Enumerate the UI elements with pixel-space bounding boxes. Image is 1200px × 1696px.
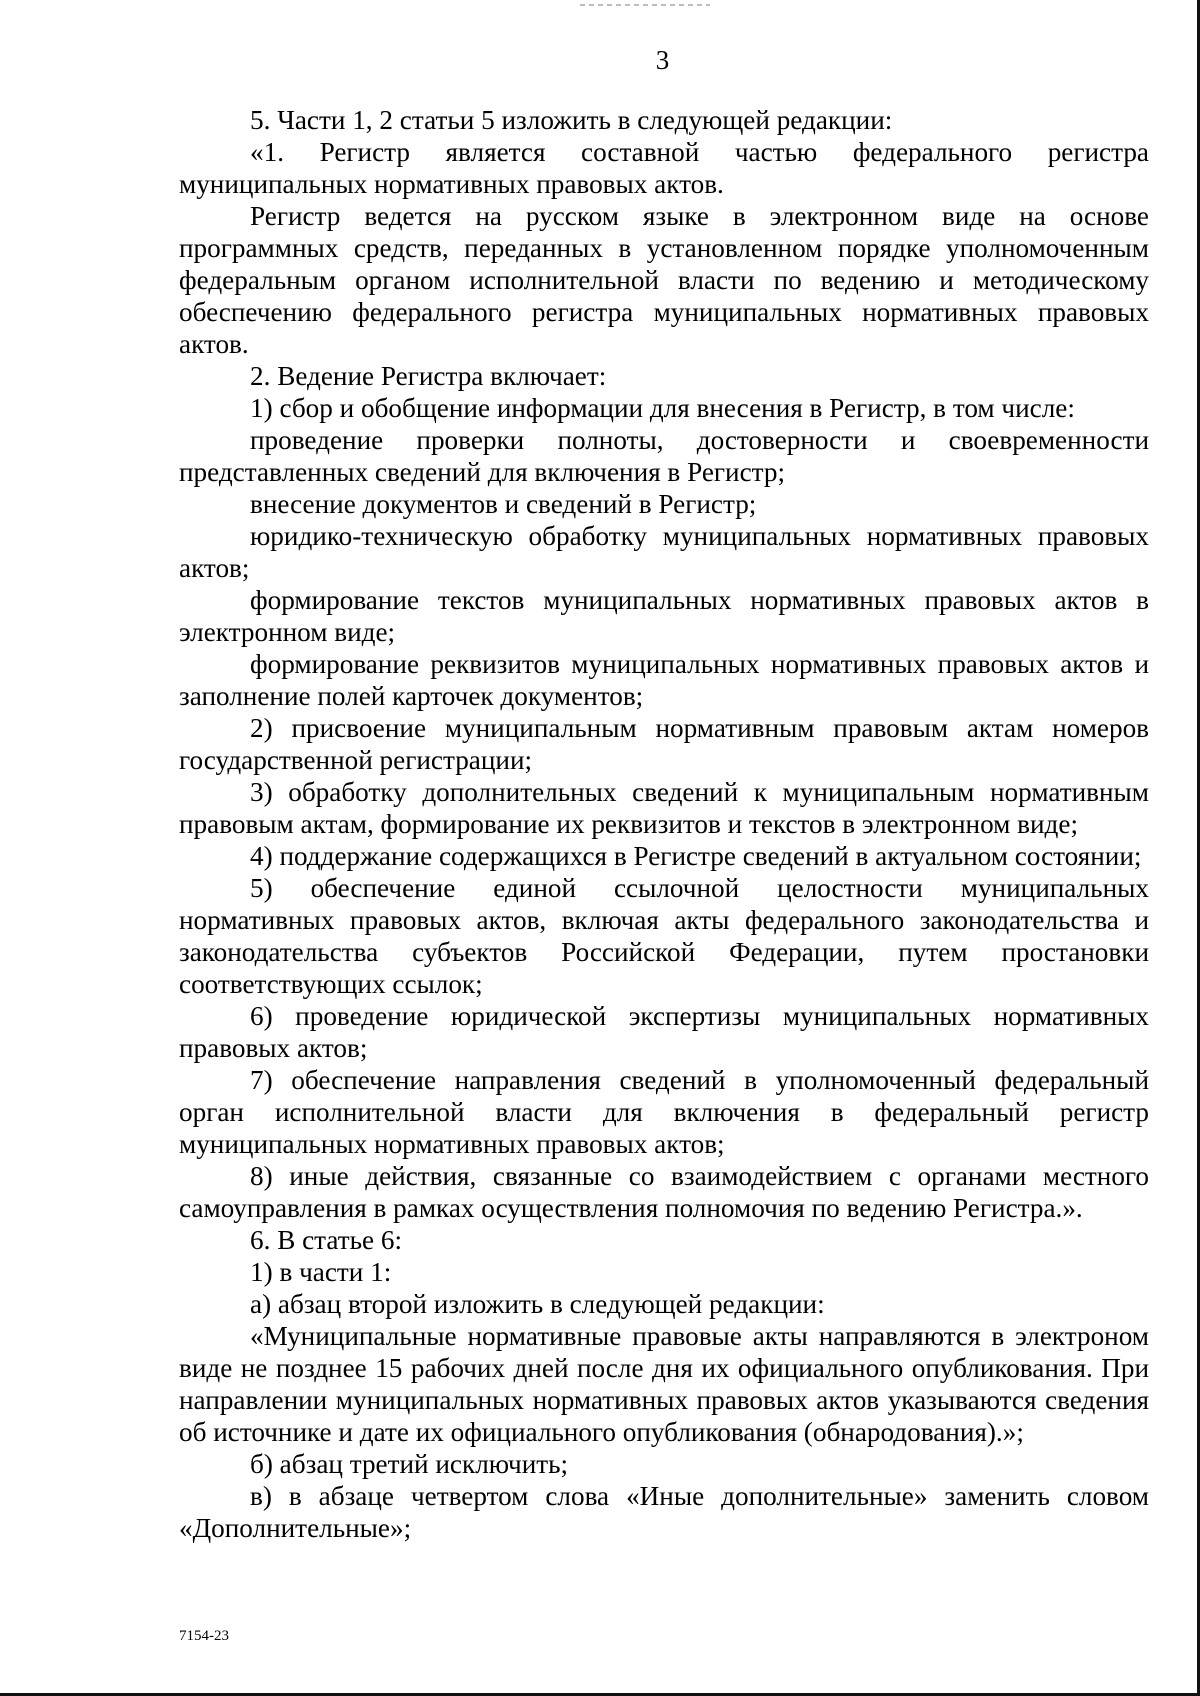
- paragraph-list-item-7: 7) обеспечение направления сведений в уполномоченный федеральный орган исполнительной власти для включения в федеральный регистр муниципальных нормативных правовых актов;: [179, 1065, 1149, 1159]
- paragraph-subitem-texts: формирование текстов муниципальных нормативных правовых актов в электронном виде;: [179, 585, 1149, 647]
- paragraph-list-item-2: 2) присвоение муниципальным нормативным правовым актам номеров государственной регистрации;: [179, 713, 1149, 775]
- paragraph-subitem-v: в) в абзаце четвертом слова «Иные дополнительные» заменить словом «Дополнительные»;: [179, 1481, 1149, 1543]
- paragraph-new-wording: «Муниципальные нормативные правовые акты направляются в электроном виде не позднее 15 рабочих дней после дня их официального опубликования. При направлении муниципальных нормативных правовых актов указываются сведения об источнике и дате их официального опубликования (обнародования).»;: [179, 1321, 1149, 1447]
- paragraph-list-item-3: 3) обработку дополнительных сведений к муниципальным нормативным правовым актам, формирование их реквизитов и текстов в электронном виде;: [179, 777, 1149, 839]
- paragraph-item-5-heading: 5. Части 1, 2 статьи 5 изложить в следующей редакции:: [250, 105, 893, 135]
- footer-code: 7154-23: [179, 1628, 229, 1644]
- paragraph-registry-language: Регистр ведется на русском языке в электронном виде на основе программных средств, переданных в установленном порядке уполномоченным федеральным органом исполнительной власти по ведению и методическому обеспечению федерального регистра муниципальных нормативных правовых актов.: [179, 201, 1149, 359]
- paragraph-subitem-check: проведение проверки полноты, достоверности и своевременности представленных сведений для включения в Регистр;: [179, 425, 1149, 487]
- paragraph-list-item-1: 1) сбор и обобщение информации для внесения в Регистр, в том числе:: [250, 393, 1075, 423]
- paragraph-list-item-6: 6) проведение юридической экспертизы муниципальных нормативных правовых актов;: [179, 1001, 1149, 1063]
- paragraph-subitem-entry: внесение документов и сведений в Регистр;: [250, 489, 757, 519]
- paragraph-item-6-heading: 6. В статье 6:: [250, 1225, 403, 1255]
- paragraph-subitem-requisites: формирование реквизитов муниципальных нормативных правовых актов и заполнение полей карточек документов;: [179, 649, 1149, 711]
- paragraph-article-6-part-1: 1) в части 1:: [250, 1257, 392, 1287]
- paragraph-list-item-5: 5) обеспечение единой ссылочной целостности муниципальных нормативных правовых актов, включая акты федерального законодательства и законодательства субъектов Российской Федерации, путем простановки соответствующих ссылок;: [179, 873, 1149, 999]
- paragraph-subitem-a: а) абзац второй изложить в следующей редакции:: [250, 1289, 825, 1319]
- scan-artifact: [580, 4, 710, 6]
- paragraph-registry-part-1: «1. Регистр является составной частью федерального регистра муниципальных нормативных правовых актов.: [179, 137, 1149, 199]
- paragraph-list-item-4: 4) поддержание содержащихся в Регистре сведений в актуальном состоянии;: [250, 841, 1142, 871]
- paragraph-registry-part-2: 2. Ведение Регистра включает:: [250, 361, 607, 391]
- page-number: 3: [655, 45, 670, 75]
- paragraph-subitem-processing: юридико-техническую обработку муниципальных нормативных правовых актов;: [179, 521, 1149, 583]
- paragraph-subitem-b: б) абзац третий исключить;: [250, 1449, 569, 1479]
- paragraph-list-item-8: 8) иные действия, связанные со взаимодействием с органами местного самоуправления в рамках осуществления полномочия по ведению Регистра.».: [179, 1161, 1149, 1223]
- document-body: [179, 104, 1149, 1544]
